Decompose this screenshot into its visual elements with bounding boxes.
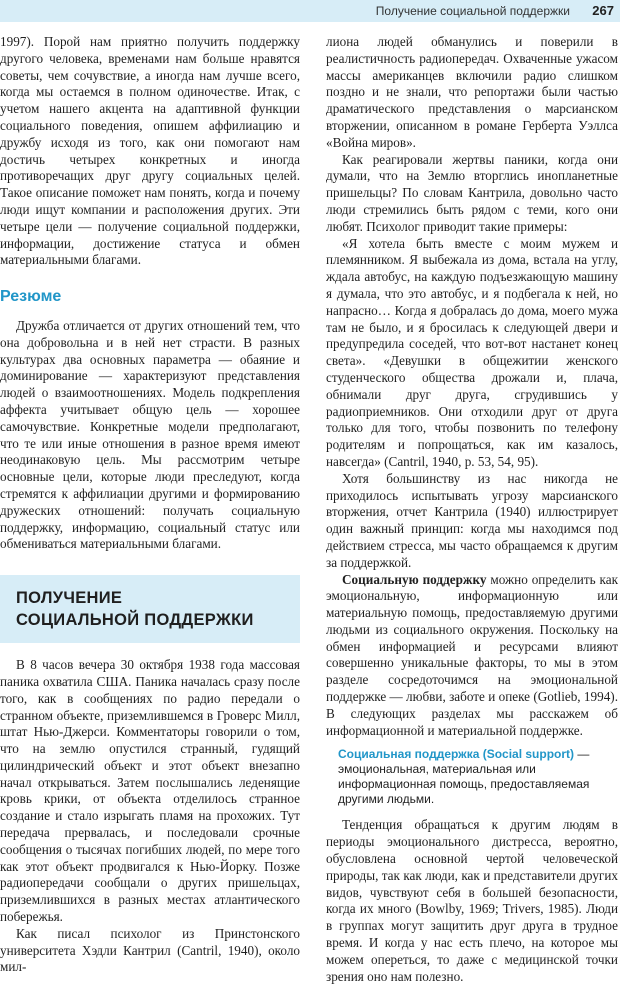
page-number: 267 bbox=[592, 3, 614, 18]
section-heading-line1: ПОЛУЧЕНИЕ bbox=[16, 589, 123, 608]
section-heading-box bbox=[0, 575, 300, 643]
resume-paragraph: Дружба отличается от других отношений тем, что она добровольна и в ней нет страсти. В разных культурах два основных параметра — обаяние и доминирование — характеризуют представления людей о взаимоотношениях. Модель подкрепления аффекта учитывает общую цель — хорошее самочувствие. Конкретные модели предполагают, что те или иные отношения в разное время имеют неодинаковую цель. Мы рассмотрим четыре основные цели, которые люди преследуют, когда стремятся к аффилиации другими и формированию дружеских отношений: получать социальную поддержку, информацию, социальный статус или обмениваться материальными благами. bbox=[0, 317, 300, 552]
section-heading-line2: СОЦИАЛЬНОЙ ПОДДЕРЖКИ bbox=[16, 611, 254, 630]
left-column bbox=[0, 34, 300, 976]
body-paragraph: В 8 часов вечера 30 октября 1938 года массовая паника охватила США. Паника началась сразу после того, как в сообщениях по радио передали о странном объекте, приземлившемся в Гроверс Милл, штат Нью-Джерси. Комментаторы говорили о том, что на землю опустился странный, гудящий цилиндрический объект и этот объект внезапно начал открываться. Затем послышались леденящие кровь крики, от объекта отделилось странное создание и стало изрыгать пламя на прохожих. Тут передача прервалась, и последовали срочные сообщения о тысячах погибших людей, по мере того как этот объект продвигался к Нью-Йорку. Позже радиопередачи сообщали о других пришельцах, приземлившихся в разных местах атлантического побережья. bbox=[0, 657, 300, 925]
quote-paragraph: «Я хотела быть вместе с моим мужем и племянником. Я выбежала из дома, встала на углу, ждала автобус, на каждую подъезжающую машину я думала, что это автобус, и я подбегала к ней, но напрасно… Когда я добралась до дома, моего мужа там не было, и я бросилась к следующей двери и предупредила соседей, что вот-вот настанет конец света». «Девушки в общежитии женского студенческого общества дрожали и, плача, обнимали друг друга, сгрудившись у радиоприемников. Они отходили друг от друга только для того, чтобы позвонить по телефону родителям и попрощаться, как им казалось, навсегда» (Cantril, 1940, p. 53, 54, 95). bbox=[326, 235, 618, 469]
right-column bbox=[326, 34, 618, 985]
body-paragraph: Тенденция обращаться к другим людям в периоды эмоционального дистресса, вероятно, обусловлена основной чертой человеческой природы, так как люди, как и представители других видов, чувствуют себя в большей безопасности, когда их много (Bowlby, 1969; Trivers, 1985). Люди в группах могут защитить друг друга в трудное время. И когда у нас есть плечо, на которое мы можем опереться, то даже с медицинской точки зрения оно нам полезно. bbox=[326, 817, 618, 984]
glossary-term: Социальная поддержка (Social support) bbox=[338, 747, 575, 762]
body-paragraph: Хотя большинству из нас никогда не приходилось испытывать угрозу марсианского вторжения, отчет Кантрила (1940) иллюстрирует один важный принцип: когда мы находимся под действием стресса, мы часто обращаемся к другим за поддержкой. bbox=[326, 470, 618, 570]
body-paragraph: Как писал психолог из Принстонского университета Хэдли Кантрил (Cantril, 1940), около мил- bbox=[0, 925, 300, 975]
running-header-title: Получение социальной поддержки bbox=[375, 4, 570, 18]
resume-heading: Резюме bbox=[0, 288, 62, 306]
intro-paragraph: 1997). Порой нам приятно получить поддержку другого человека, временами нам больше нравятся советы, чем сочувствие, а иногда нам лучше всего, когда мы остаемся в полном одиночестве. Итак, с учетом нашего акцента на адаптивной функции социального поведения, опишем аффилиацию и дружбу исходя из того, как они помогают нам достичь четырех конкретных и иногда противоречащих друг другу социальных целей. Такое описание поможет нам понять, когда и почему люди ищут компании и расположения других. Эти четыре цели — получение социальной поддержки, информации, достижение статуса и обмен материальными благами. bbox=[0, 34, 300, 268]
glossary-definition bbox=[326, 747, 618, 807]
body-paragraph: лиона людей обманулись и поверили в реалистичность радиопередач. Охваченные ужасом массы американцев включили радио слишком поздно и не знали, что репортажи были частью драматического представления о марсианском вторжении, описанном в романе Герберта Уэллса «Война миров». bbox=[326, 34, 618, 150]
glossary-text: — эмоциональная, материальная или информационная помощь, предоставляемая другими людьми. bbox=[338, 747, 590, 807]
definition-paragraph bbox=[326, 572, 618, 740]
term-social-support: Социальную поддержку bbox=[342, 571, 487, 587]
term-definition-text: можно определить как эмоциональную, информационную или материальную помощь, предоставляемую другими людьми из социального окружения. Поскольку на обмен информацией и ресурсами влияют совершенно уникальные факторы, то мы в этом разделе сосредоточимся на эмоциональной поддержке — любви, заботе и опеке (Gotlieb, 1994). В следующих разделах мы расскажем об информационной и материальной поддержке. bbox=[326, 571, 618, 738]
running-header bbox=[0, 0, 620, 22]
body-paragraph: Как реагировали жертвы паники, когда они думали, что на Землю вторглись инопланетные пришельцы? По словам Кантрила, довольно часто люди стремились быть рядом с теми, кого они любят. Психолог приводит такие примеры: bbox=[326, 151, 618, 234]
